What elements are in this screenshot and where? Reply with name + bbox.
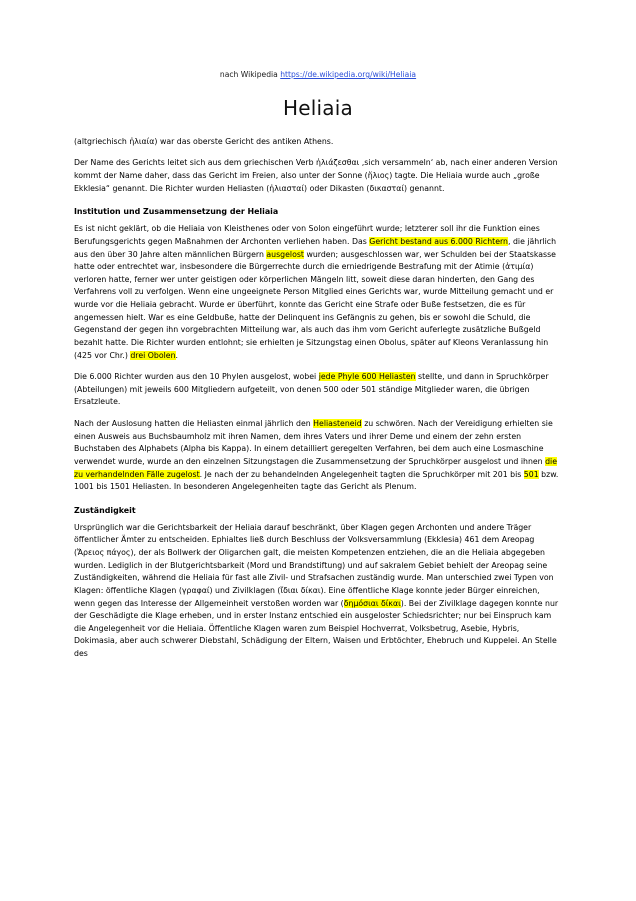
paragraph-text: . <box>175 350 179 360</box>
paragraph-text: ). Bei der Zivilklage dagegen konnte nur der Geschädigte die Klage erheben, und in erster Instanz entschied ein ausgeloster Schiedsrichter; nur bei Einspruch kam die Angelegenheit vor die Heliaia. Öffentliche Klagen waren zum Beispiel Hochverrat, Volksbetrug, Asebie, Hybris, Dokimasia, aber auch schwerer Diebstahl, Schädigung der Eltern, Waisen und Erbtöchter, Ehebruch und Kuppelei. An Stelle des <box>74 598 559 659</box>
paragraph-text: Ursprünglich war die Gerichtsbarkeit der Heliaia darauf beschränkt, über Klagen gegen Archonten und andere Träger öffentlicher Ämter zu entscheiden. Ephialtes ließ durch Beschluss der Volksversammlung (Ekklesia) 461 dem Areopag (Ἄρειος πάγος), der als Bollwerk der Oligarchen galt, die meisten Kompetenzen entziehen, die an die Heliaia abgegeben wurden. Lediglich in der Blutgerichtsbarkeit (Mord und Brandstiftung) und auf sakralem Gebiet behielt der Areopag seine Zuständigkeiten, während die Heliaia für fast alle Zivil- und Strafsachen zuständig wurde. Man unterschied zwei Typen von Klagen: öffentliche Klagen (γραφαί) und Zivilklagen (ἴδιαι δίκαι). Eine öffentliche Klage konnte jeder Bürger einreichen, wenn gegen das Interesse der Allgemeinheit verstoßen worden war ( <box>74 522 554 608</box>
paragraph-institution <box>74 223 562 362</box>
paragraph-text: stellte, und dann in Spruchkörper (Abteilungen) mit jeweils 600 Mitgliedern aufgeteilt, von denen 500 oder 501 ständige Mitglieder waren, die übrigen Ersatzleute. <box>74 372 549 407</box>
paragraph-phylen <box>74 371 562 409</box>
paragraph-text: , die jährlich aus den über 30 Jahre alten männlichen Bürgern <box>74 236 557 259</box>
paragraph-text: (altgriechisch ἡλιαία) war das oberste Gericht des antiken Athens. <box>74 136 334 146</box>
paragraph-heliasteneid <box>74 418 562 494</box>
source-prefix: nach Wikipedia <box>219 70 281 79</box>
paragraph-text: Die 6.000 Richter wurden aus den 10 Phylen ausgelost, wobei <box>74 372 319 382</box>
highlight-heliasteneid: Heliasteneid <box>313 419 362 429</box>
paragraph-text: Nach der Auslosung hatten die Heliasten einmal jährlich den <box>74 419 314 429</box>
source-attribution <box>74 70 562 80</box>
highlight-demosiai-dikai: δημόσιαι δίκαι <box>343 598 401 608</box>
paragraph-etymology <box>74 157 562 195</box>
highlight-drei-obolen: drei Obolen <box>130 350 176 360</box>
heading-institution: Institution und Zusammensetzung der Heliaia <box>74 207 279 217</box>
paragraph-text: bzw. 1001 bis 1501 Heliasten. In besonderen Angelegenheiten tagte das Gericht als Plenum. <box>74 469 559 492</box>
highlight-501: 501 <box>523 469 539 479</box>
page-title: Heliaia <box>283 95 353 120</box>
highlight-faelle-zugelost: die zu verhandelnden Fälle zugelost <box>74 456 558 479</box>
paragraph-text: . Je nach der zu behandelnden Angelegenheit tagten die Spruchkörper mit 201 bis <box>199 469 524 479</box>
highlight-ausgelost: ausgelost <box>266 249 304 259</box>
source-link[interactable]: https://de.wikipedia.org/wiki/Heliaia <box>280 70 417 79</box>
paragraph-text: zu schwören. Nach der Vereidigung erhielten sie einen Ausweis aus Buchsbaumholz mit ihren Namen, dem ihres Vaters und ihrer Deme und einem der zehn ersten Buchstaben des Alphabets (Alpha bis Kappa). In einem detailliert geregelten Verfahren, bei dem auch eine Losmaschine verwendet wurde, wurde an den einzelnen Sitzungstagen die Zusammensetzung der Spruchkörper ausgelost und ihnen <box>74 419 553 466</box>
heading-zustaendigkeit: Zuständigkeit <box>74 505 136 515</box>
highlight-6000-richter: Gericht bestand aus 6.000 Richtern <box>369 236 509 246</box>
paragraph-intro <box>74 136 562 149</box>
paragraph-zustaendigkeit <box>74 522 562 661</box>
paragraph-text: Der Name des Gerichts leitet sich aus dem griechischen Verb ἡλιάζεσθαι ‚sich versammeln‘ ab, nach einer anderen Version kommt der Name daher, dass das Gericht im Freien, also unter der Sonne (ἥλιος) tagte. Die Heliaia wurde auch „große Ekklesia“ genannt. Die Richter wurden Heliasten (ἡλιασταί) oder Dikasten (δικασταί) genannt. <box>74 158 558 193</box>
paragraph-text: wurden; ausgeschlossen war, wer Schulden bei der Staatskasse hatte oder entrechtet war, insbesondere die Bürgerrechte durch die erniedrigende Bestrafung mit der Atimie (ἀτιμία) verloren hatte, ferner wer unter geistigen oder körperlichen Mängeln litt, soweit diese daran hinderten, den Gang des Verfahrens voll zu verfolgen. Wenn eine ungeeignete Person Mitglied eines Gerichts war, wurde Mitteilung gemacht und er wurde vor die Heliaia gebracht. Wurde er überführt, konnte das Gericht eine Strafe oder Buße festsetzen, die es für angemessen hielt. War es eine Geldbuße, hatte der Delinquent ins Gefängnis zu gehen, bis er sowohl die Schuld, die Gegenstand der gegen ihn vorgebrachten Mitteilung war, als auch das ihm vom Gericht auferlegte zusätzliche Bußgeld bezahlt hatte. Die Richter wurden entlohnt; sie erhielten je Sitzungstag einen Obolus, später auf Kleons Veranlassung hin (425 vor Chr.) <box>74 249 556 360</box>
paragraph-text: Es ist nicht geklärt, ob die Heliaia von Kleisthenes oder von Solon eingeführt wurde; letzterer soll ihr die Funktion eines Berufungsgerichts gegen Maßnahmen der Archonten verliehen haben. Das <box>74 224 540 246</box>
highlight-600-heliasten: jede Phyle 600 Heliasten <box>318 372 416 382</box>
